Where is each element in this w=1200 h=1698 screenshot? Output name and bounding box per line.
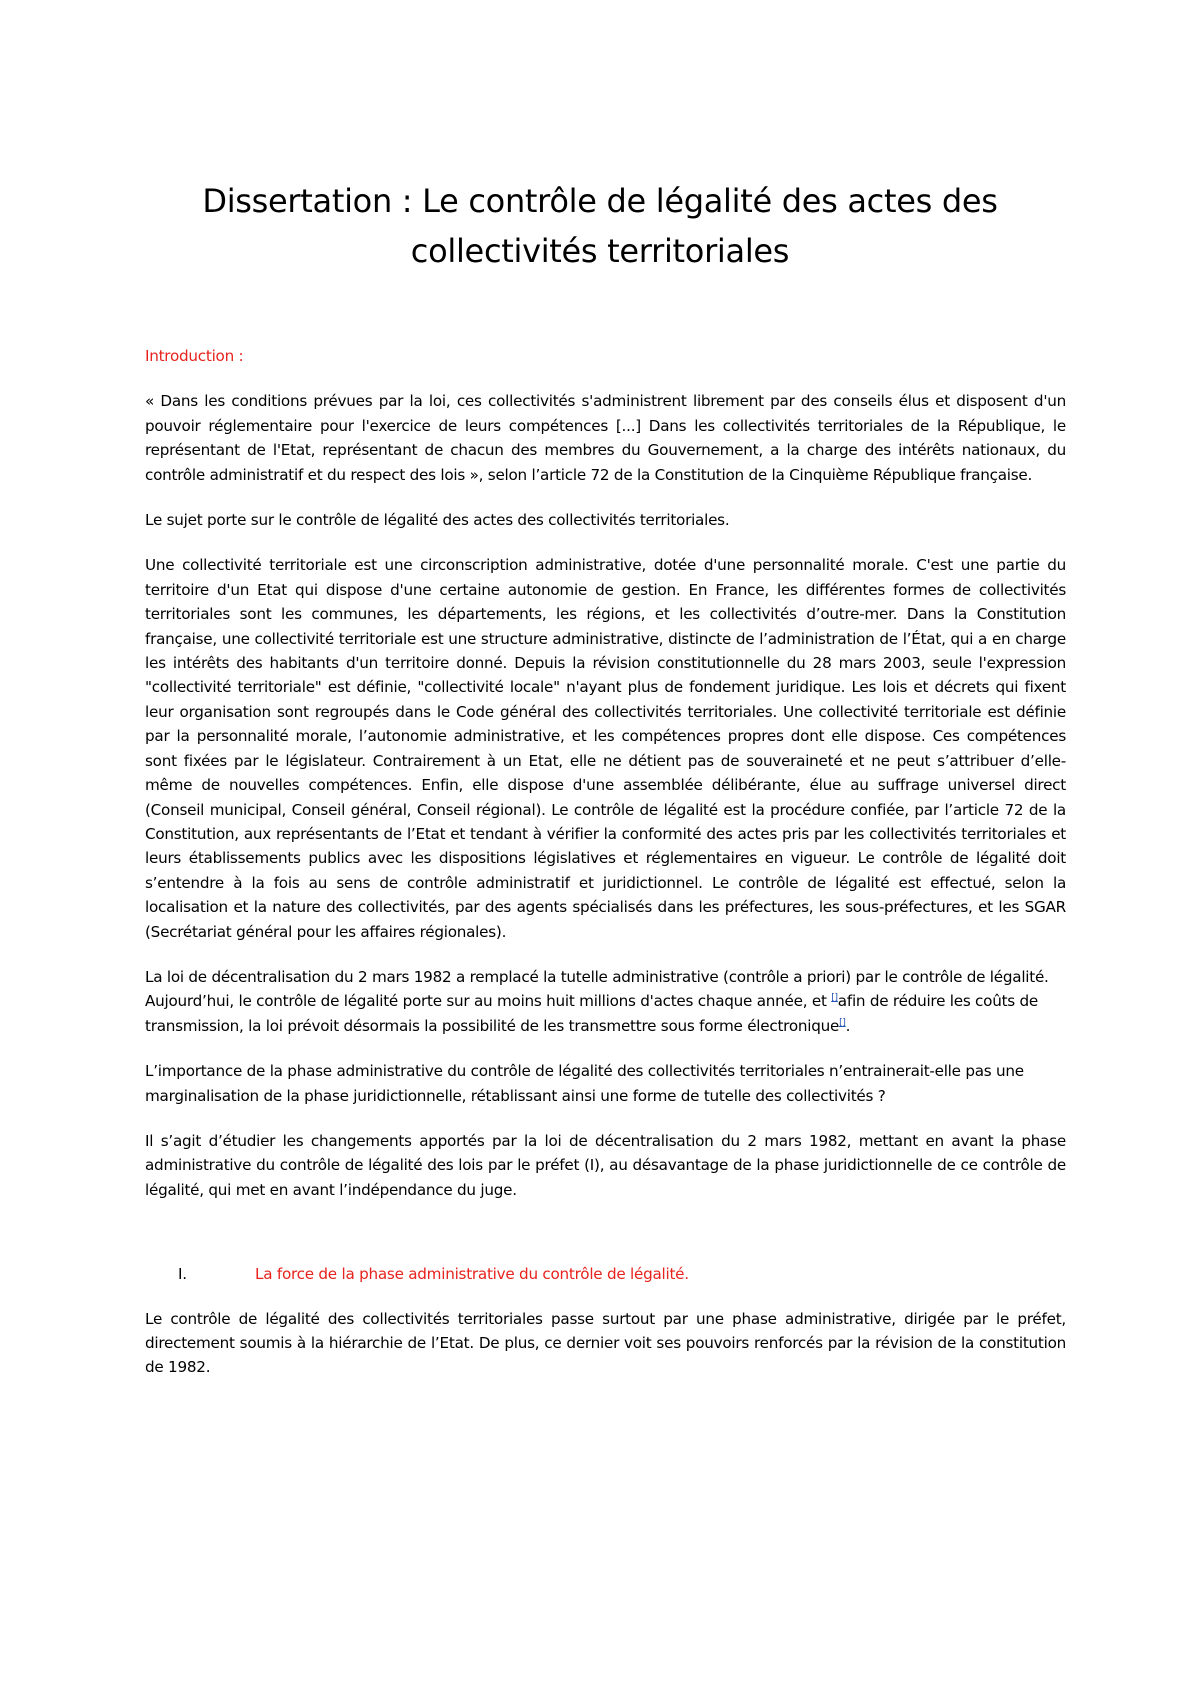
- paragraph-annonce-plan: Il s’agit d’étudier les changements apportés par la loi de décentralisation du 2 mars 1982, mettant en avant la phase administrative du contrôle de légalité des lois par le préfet (I), au désavantage de la phase juridictionnelle de ce contrôle de légalité, qui met en avant l’indépendance du juge.: [145, 1131, 1066, 1199]
- paragraph-decentralisation-part3: .: [845, 1016, 851, 1035]
- document-body: [145, 344, 1066, 1401]
- section-title: La force de la phase administrative du contrôle de légalité.: [255, 1265, 689, 1284]
- paragraph-section-1: Le contrôle de légalité des collectivités territoriales passe surtout par une phase administrative, dirigée par le préfet, directement soumis à la hiérarchie de l’Etat. De plus, ce dernier voit ses pouvoirs renforcés par la révision de la constitution de 1982.: [145, 1309, 1066, 1377]
- paragraph-sujet: Le sujet porte sur le contrôle de légalité des actes des collectivités territoriales.: [145, 511, 730, 530]
- section-number: I.: [178, 1265, 187, 1284]
- paragraph-decentralisation-part2: afin de réduire les coûts de transmission, la loi prévoit désormais la possibilité de les transmettre sous forme électronique: [145, 992, 1039, 1035]
- paragraph-decentralisation: [145, 965, 1066, 1038]
- document-title: [150, 176, 1050, 276]
- intro-heading: Introduction :: [145, 347, 244, 365]
- paragraph-problematique: L’importance de la phase administrative du contrôle de légalité des collectivités territoriales n’entrainerait-elle pas une marginalisation de la phase juridictionnelle, rétablissant ainsi une forme de tutelle des collectivités ?: [145, 1062, 1024, 1105]
- title-line-1: Dissertation : Le contrôle de légalité des actes des: [202, 182, 998, 220]
- paragraph-decentralisation-part1: La loi de décentralisation du 2 mars 1982 a remplacé la tutelle administrative (contrôle a priori) par le contrôle de légalité. Aujourd’hui, le contrôle de légalité porte sur au moins huit millions d'actes chaque année, et: [145, 967, 1049, 1011]
- footnote-link-2[interactable]: []: [839, 1017, 846, 1028]
- title-line-2: collectivités territoriales: [410, 232, 790, 270]
- footnote-link-1[interactable]: []: [831, 993, 838, 1004]
- paragraph-citation: « Dans les conditions prévues par la loi, ces collectivités s'administrent librement par des conseils élus et disposent d'un pouvoir réglementaire pour l'exercice de leurs compétences [...] Dans les collectivités territoriales de la République, le représentant de l'Etat, représentant de chacun des membres du Gouvernement, a la charge des intérêts nationaux, du contrôle administratif et du respect des lois », selon l’article 72 de la Constitution de la Cinquième République française.: [145, 392, 1066, 484]
- paragraph-definition: Une collectivité territoriale est une circonscription administrative, dotée d'une personnalité morale. C'est une partie du territoire d'un Etat qui dispose d'une certaine autonomie de gestion. En France, les différentes formes de collectivités territoriales sont les communes, les départements, les régions, et les collectivités d’outre-mer. Dans la Constitution française, une collectivité territoriale est une structure administrative, distincte de l’administration de l’État, qui a en charge les intérêts des habitants d'un territoire donné. Depuis la révision constitutionnelle du 28 mars 2003, seule l'expression "collectivité territoriale" est définie, "collectivité locale" n'ayant plus de fondement juridique. Les lois et décrets qui fixent leur organisation sont regroupés dans le Code général des collectivités territoriales. Une collectivité territoriale est définie par la personnalité morale, l’autonomie administrative, et les compétences propres dont elle dispose. Ces compétences sont fixées par le législateur. Contrairement à un Etat, elle ne détient pas de souveraineté et ne peut s’attribuer d’elle-même de nouvelles compétences. Enfin, elle dispose d'une assemblée délibérante, élue au suffrage universel direct (Conseil municipal, Conseil général, Conseil régional). Le contrôle de légalité est la procédure confiée, par l’article 72 de la Constitution, aux représentants de l’Etat et tendant à vérifier la conformité des actes pris par les collectivités territoriales et leurs établissements publics avec les dispositions législatives et réglementaires en vigueur. Le contrôle de légalité doit s’entendre à la fois au sens de contrôle administratif et juridictionnel. Le contrôle de légalité est effectué, selon la localisation et la nature des collectivités, par des agents spécialisés dans les préfectures, les sous-préfectures, et les SGAR (Secrétariat général pour les affaires régionales).: [145, 556, 1066, 941]
- section-heading-1: [145, 1262, 1066, 1286]
